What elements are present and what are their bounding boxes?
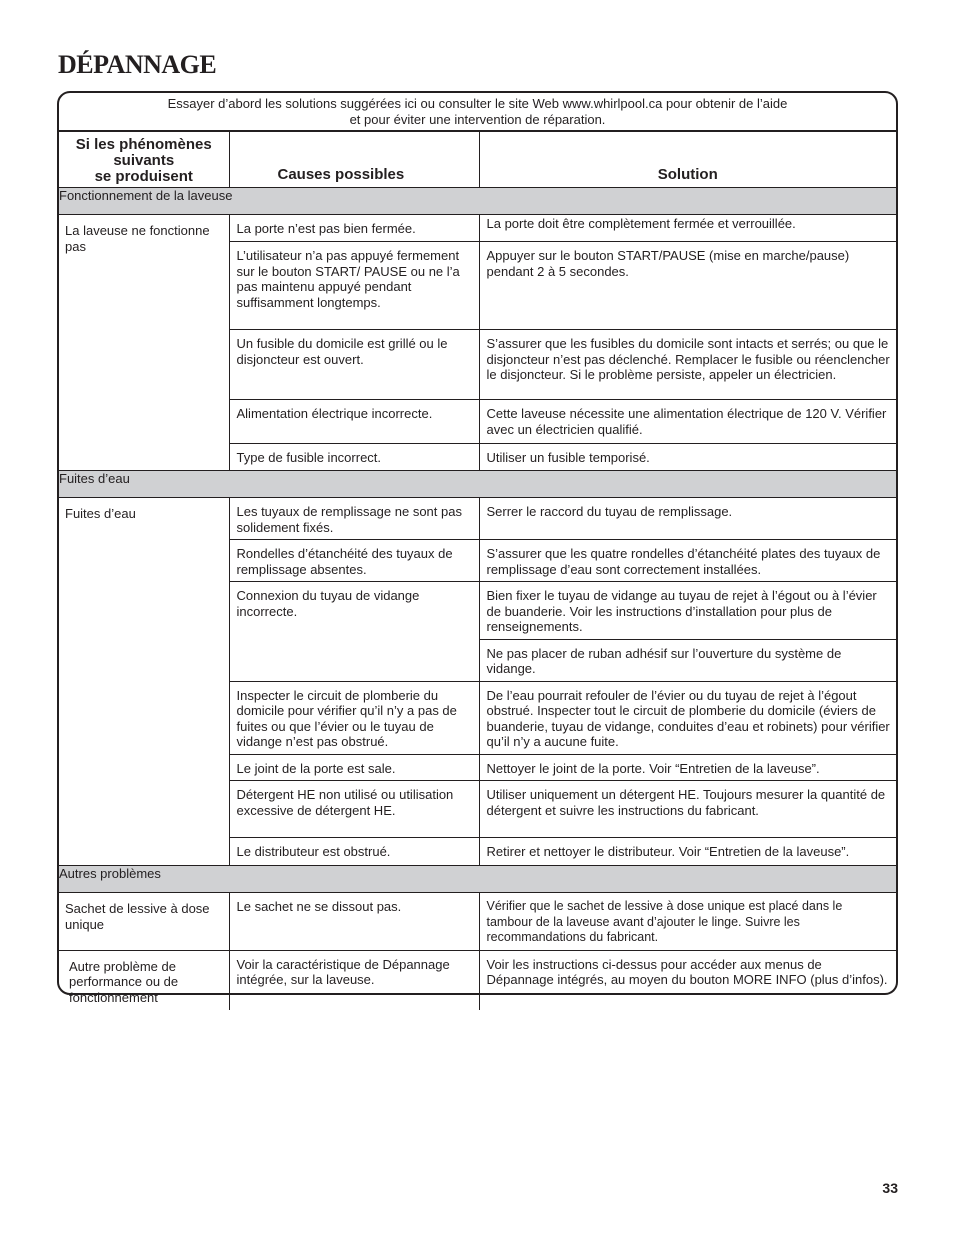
solution-cell: Bien fixer le tuyau de vidange au tuyau de rejet à l’égout ou à l’évier de buanderie. Voir les instructions d’installation pour plus de renseignements. <box>479 582 896 640</box>
solution-cell: Serrer le raccord du tuyau de remplissage. <box>479 498 896 540</box>
cause-cell: Le sachet ne se dissout pas. <box>229 893 479 951</box>
table-row <box>59 215 896 242</box>
solution-cell: Utiliser un fusible temporisé. <box>479 444 896 471</box>
intro-note <box>59 93 896 131</box>
symptom-cell: Fuites d’eau <box>59 498 229 866</box>
symptom-cell: La laveuse ne fonctionne pas <box>59 215 229 471</box>
cause-cell: Détergent HE non utilisé ou utilisation excessive de détergent HE. <box>229 781 479 838</box>
cause-cell: Voir la caractéristique de Dépannage intégrée, sur la laveuse. <box>229 950 479 1010</box>
cause-cell: Alimentation électrique incorrecte. <box>229 400 479 444</box>
section-title: Fonctionnement de la laveuse <box>59 188 896 215</box>
solution-cell: S’assurer que les quatre rondelles d’étanchéité plates des tuyaux de remplissage d’eau sont correctement installées. <box>479 540 896 582</box>
header-solution: Solution <box>479 132 896 188</box>
solution-cell: Cette laveuse nécessite une alimentation électrique de 120 V. Vérifier avec un électricien qualifié. <box>479 400 896 444</box>
solution-cell: S’assurer que les fusibles du domicile sont intacts et serrés; ou que le disjoncteur n’est pas déclenché. Remplacer le fusible ou réenclencher le disjoncteur. Si le problème persiste, appeler un électricien. <box>479 330 896 400</box>
solution-cell: Nettoyer le joint de la porte. Voir “Entretien de la laveuse”. <box>479 754 896 781</box>
section-header <box>59 471 896 498</box>
page-title: DÉPANNAGE <box>58 50 217 79</box>
troubleshooting-table-frame <box>57 91 898 1005</box>
solution-cell: Retirer et nettoyer le distributeur. Voir “Entretien de la laveuse”. <box>479 838 896 866</box>
solution-cell: Voir les instructions ci-dessus pour accéder aux menus de Dépannage intégrés, au moyen du bouton MORE INFO (plus d’infos). <box>479 950 896 1010</box>
cause-cell: Type de fusible incorrect. <box>229 444 479 471</box>
section-header <box>59 866 896 893</box>
header-symptom: Si les phénomènes suivants se produisent <box>59 132 229 188</box>
table-row <box>59 498 896 540</box>
intro-line-1: Essayer d’abord les solutions suggérées ici ou consulter le site Web www.whirlpool.ca pour obtenir de l’aide <box>167 96 788 111</box>
section-title: Fuites d’eau <box>59 471 896 498</box>
cause-cell: Inspecter le circuit de plomberie du domicile pour vérifier qu’il n’y a pas de fuites ou que l’évier ou le tuyau de vidange n’est pas obstrué. <box>229 681 479 754</box>
solution-cell: Vérifier que le sachet de lessive à dose unique est placé dans le tambour de la laveuse avant d’ajouter le linge. Suivre les recommandations du fabricant. <box>479 893 896 951</box>
table-row <box>59 893 896 951</box>
solution-cell: De l’eau pourrait refouler de l’évier ou du tuyau de rejet à l’égout obstrué. Inspecter tout le circuit de plomberie du domicile (éviers de buanderie, tuyau de vidange, conduites d’eau et robinets) pour vérifier qu’il n’y a aucune fuite. <box>479 681 896 754</box>
symptom-cell: Autre problème de performance ou de fonctionnement <box>59 950 229 1010</box>
page-number: 33 <box>882 1180 898 1196</box>
cause-cell: Le distributeur est obstrué. <box>229 838 479 866</box>
header-causes: Causes possibles <box>229 132 479 188</box>
cause-cell: Un fusible du domicile est grillé ou le disjoncteur est ouvert. <box>229 330 479 400</box>
cause-cell: La porte n’est pas bien fermée. <box>229 215 479 242</box>
intro-line-2: et pour éviter une intervention de réparation. <box>349 112 606 127</box>
solution-cell: Appuyer sur le bouton START/PAUSE (mise en marche/pause) pendant 2 à 5 secondes. <box>479 242 896 330</box>
troubleshooting-table <box>59 131 896 1010</box>
solution-cell: Ne pas placer de ruban adhésif sur l’ouverture du système de vidange. <box>479 639 896 681</box>
header-row <box>59 132 896 188</box>
cause-cell: Les tuyaux de remplissage ne sont pas solidement fixés. <box>229 498 479 540</box>
cause-cell: Rondelles d’étanchéité des tuyaux de remplissage absentes. <box>229 540 479 582</box>
cause-cell: Connexion du tuyau de vidange incorrecte. <box>229 582 479 682</box>
table-row <box>59 950 896 1010</box>
section-title: Autres problèmes <box>59 866 896 893</box>
cause-cell: Le joint de la porte est sale. <box>229 754 479 781</box>
solution-cell: La porte doit être complètement fermée et verrouillée. <box>479 215 896 242</box>
solution-cell: Utiliser uniquement un détergent HE. Toujours mesurer la quantité de détergent et suivre les instructions du fabricant. <box>479 781 896 838</box>
section-header <box>59 188 896 215</box>
cause-cell: L’utilisateur n’a pas appuyé fermement sur le bouton START/ PAUSE ou ne l’a pas maintenu appuyé pendant suffisamment longtemps. <box>229 242 479 330</box>
symptom-cell: Sachet de lessive à dose unique <box>59 893 229 951</box>
